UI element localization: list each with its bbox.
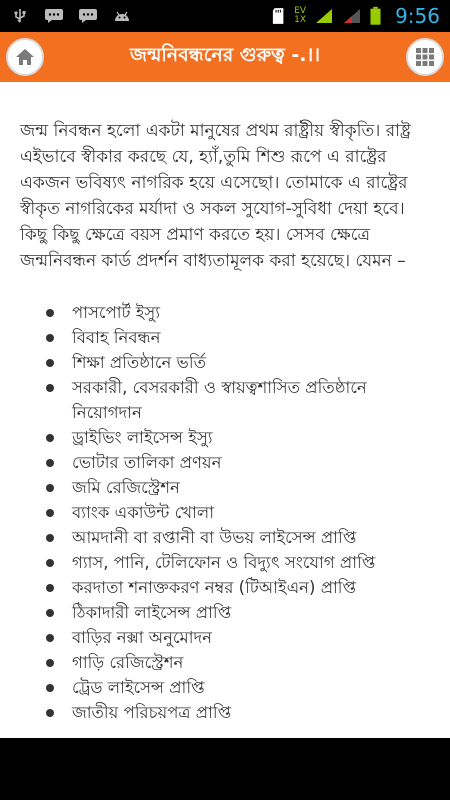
- network-label-top: EV: [294, 6, 307, 16]
- bullet-icon: [46, 659, 54, 667]
- list-item-label: গাড়ি রেজিস্ট্রেশন: [72, 653, 184, 672]
- bullet-icon: [46, 584, 54, 592]
- bullet-icon: [46, 559, 54, 567]
- list-item: [46, 350, 434, 375]
- list-item-label: আমদানী বা রপ্তানী বা উভয় লাইসেন্স প্রাপ্তি: [72, 528, 357, 547]
- list-item-label: ব্যাংক একাউন্ট খোলা: [72, 503, 214, 522]
- android-icon: [112, 8, 132, 24]
- list-item: [46, 550, 434, 575]
- menu-button[interactable]: [406, 38, 444, 76]
- list-item-label: পাসপোর্ট ইস্যু: [72, 303, 161, 322]
- list-item-label: জাতীয় পরিচয়পত্র প্রাপ্তি: [72, 703, 232, 722]
- list-item: [46, 475, 434, 500]
- list-item: [46, 675, 434, 700]
- status-left-icons: [10, 8, 132, 24]
- list-item: [46, 600, 434, 625]
- signal-icon: [342, 8, 362, 24]
- list-item: [46, 525, 434, 550]
- battery-icon: [370, 6, 381, 26]
- list-item: [46, 325, 434, 350]
- list-item: [46, 575, 434, 600]
- bullet-icon: [46, 534, 54, 542]
- bullet-icon: [46, 709, 54, 717]
- bullet-icon: [46, 434, 54, 442]
- chat-icon: [78, 8, 98, 24]
- intro-paragraph: জন্ম নিবন্ধন হলো একটা মানুষের প্রথম রাষ্ট্রীয় স্বীকৃতি। রাষ্ট্র এইভাবে স্বীকার করছে যে, হ্যাঁ,তুমি শিশু রূপে এ রাষ্ট্রের একজন ভবিষ্যৎ নাগরিক হয়ে এসেছো। তোমাকে এ রাষ্ট্রের স্বীকৃত নাগরিকের মর্যাদা ও সকল সুযোগ-সুবিধা দেয়া হবে। কিছু কিছু ক্ষেত্রে বয়স প্রমাণ করতে হয়। সেসব ক্ষেত্রে জন্মনিবন্ধন কার্ড প্রদর্শন বাধ্যতামূলক করা হয়েছে। যেমন –: [20, 121, 411, 271]
- list-item: [46, 300, 434, 325]
- list-item-label: ভোটার তালিকা প্রণয়ন: [72, 453, 222, 472]
- bullet-icon: [46, 609, 54, 617]
- list-item: [46, 625, 434, 650]
- bullet-icon: [46, 334, 54, 342]
- sd-card-icon: [272, 6, 286, 26]
- bullet-icon: [46, 359, 54, 367]
- bullet-icon: [46, 484, 54, 492]
- home-icon: [14, 46, 36, 68]
- signal-icon: [314, 8, 334, 24]
- list-item: [46, 425, 434, 450]
- bullet-icon: [46, 684, 54, 692]
- home-button[interactable]: [6, 38, 44, 76]
- list-item-label: বাড়ির নক্সা অনুমোদন: [72, 628, 213, 647]
- bullet-icon: [46, 309, 54, 317]
- list-item: [46, 650, 434, 675]
- list-item-label: শিক্ষা প্রতিষ্ঠানে ভর্তি: [72, 353, 206, 372]
- usb-icon: [10, 8, 30, 24]
- list-item: [46, 450, 434, 475]
- list-item-label: করদাতা শনাক্তকরণ নম্বর (টিআইএন) প্রাপ্তি: [72, 578, 357, 597]
- list-item-label: বিবাহ নিবন্ধন: [72, 328, 161, 347]
- list-item: [46, 375, 434, 425]
- network-label-bottom: 1X: [294, 15, 307, 25]
- list-item: [46, 700, 434, 725]
- list-item-label: ঠিকাদারী লাইসেন্স প্রাপ্তি: [72, 603, 232, 622]
- requirement-list: [20, 300, 434, 725]
- status-right-icons: [272, 4, 440, 28]
- page-title: জন্মনিবন্ধনের গুরুত্ব -.।।: [129, 44, 321, 66]
- app-bar: [0, 32, 450, 82]
- list-item-label: ট্রেড লাইসেন্স প্রাপ্তি: [72, 678, 205, 697]
- list-item-label: সরকারী, বেসরকারী ও স্বায়ত্বশাসিত প্রতিষ্ঠানে নিয়োগদান: [72, 378, 367, 422]
- status-bar: [0, 0, 450, 32]
- bullet-icon: [46, 634, 54, 642]
- bullet-icon: [46, 459, 54, 467]
- list-item-label: গ্যাস, পানি, টেলিফোন ও বিদ্যুৎ সংযোগ প্রাপ্তি: [72, 553, 376, 572]
- chat-icon: [44, 8, 64, 24]
- bullet-icon: [46, 384, 54, 392]
- list-item-label: ড্রাইভিং লাইসেন্স ইস্যু: [72, 428, 213, 447]
- list-item: [46, 500, 434, 525]
- grid-icon: [414, 46, 436, 68]
- network-type-label: [294, 7, 306, 25]
- bullet-icon: [46, 509, 54, 517]
- navigation-bar-area: [0, 738, 450, 800]
- clock: 9:56: [395, 4, 440, 28]
- list-item-label: জমি রেজিস্ট্রেশন: [72, 478, 180, 497]
- article-content[interactable]: [0, 82, 450, 738]
